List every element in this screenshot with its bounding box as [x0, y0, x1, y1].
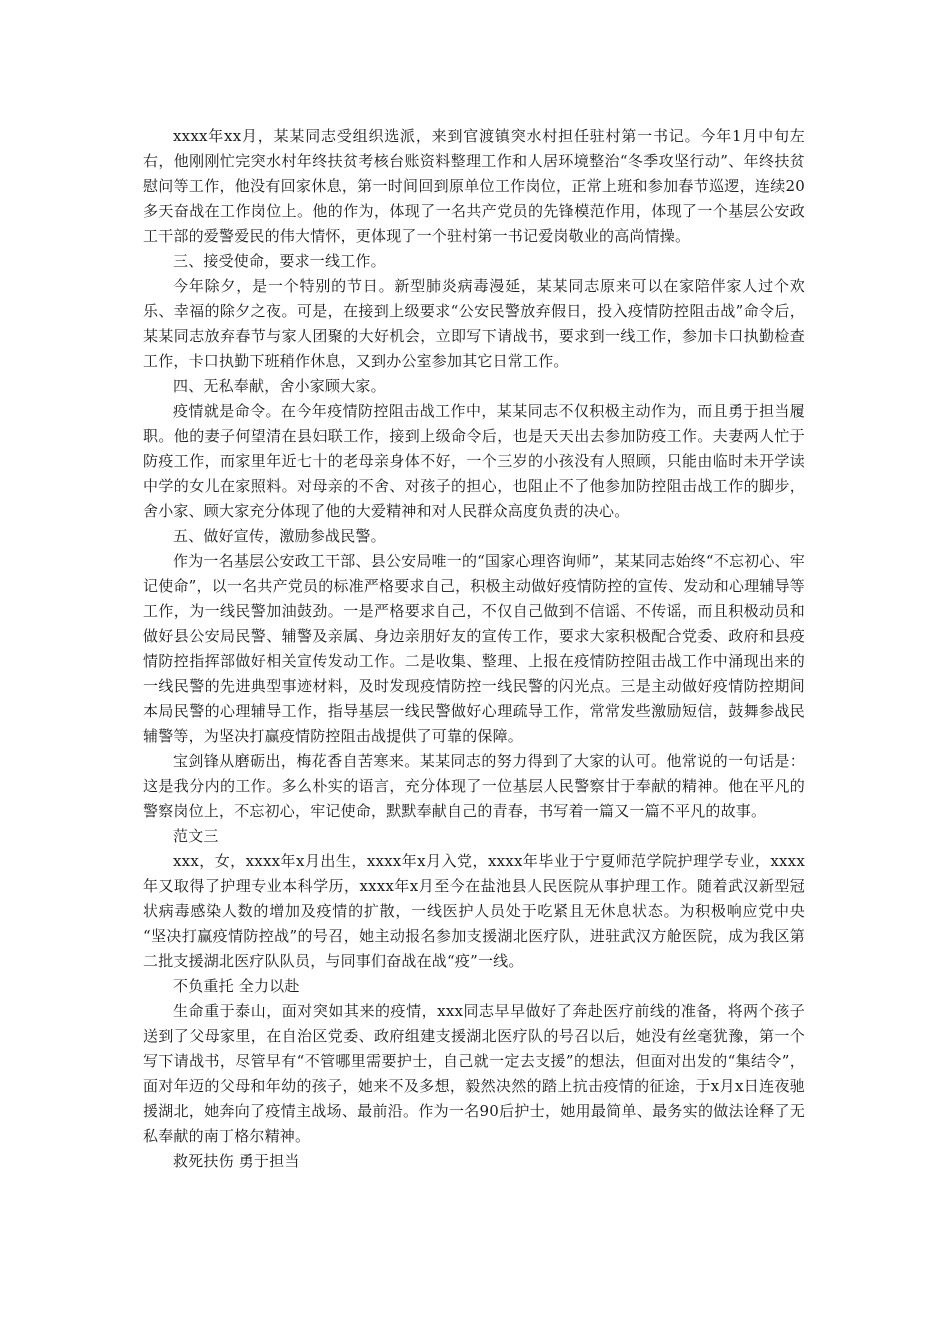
sample-title-3: 范文三: [173, 827, 219, 845]
section-heading-4: 四、无私奉献，舍小家顾大家。: [173, 377, 386, 395]
paragraph-mission: 生命重于泰山，面对突如其来的疫情，xxx同志早早做好了奔赴医疗前线的准备，将两个孩子送到了父母家里，在自治区党委、政府组建支援湖北医疗队的号召以后，她没有丝毫犹豫，第一个写下请战书，尽管早有“不管哪里需要护士，自己就一定去支援”的想法，但面对出发的“集结令”， 面对年迈的父母和年幼的孩子，她来不及多想，毅然决然的踏上抗击疫情的征途，于x月x日连夜驰援湖北，她奔向了疫情主战场、最前沿。作为一名90后护士，她用最简单、最务实的做法诠释了无私奉献的南丁格尔精神。: [143, 1002, 805, 1145]
document-page: [143, 124, 805, 1174]
paragraph-intro: xxxx年xx月，某某同志受组织选派，来到官渡镇突水村担任驻村第一书记。今年1月中旬左右，他刚刚忙完突水村年终扶贫考核台账资料整理工作和人居环境整治“冬季攻坚行动”、年终扶贫慰问等工作，他没有回家休息，第一时间回到原单位工作岗位，正常上班和参加春节巡逻，连续20多天奋战在工作岗位上。他的作为，体现了一名共产党员的先锋模范作用，体现了一个基层公安政工干部的爱警爱民的伟大情怀，更体现了一个驻村第一书记爱岗敬业的高尚情操。: [143, 127, 805, 245]
subheading-mission: 不负重托 全力以赴: [173, 977, 300, 995]
paragraph-section-3: 今年除夕，是一个特别的节日。新型肺炎病毒漫延，某某同志原来可以在家陪伴家人过个欢乐、幸福的除夕之夜。可是，在接到上级要求“公安民警放弃假日，投入疫情防控阻击战”命令后，某某同志放弃春节与家人团聚的大好机会，立即写下请战书，要求到一线工作，参加卡口执勤检查工作，卡口执勤下班稍作休息，又到办公室参加其它日常工作。: [143, 277, 805, 370]
paragraph-section-4: 疫情就是命令。在今年疫情防控阻击战工作中，某某同志不仅积极主动作为，而且勇于担当履职。他的妻子何望清在县妇联工作，接到上级命令后，也是天天出去参加防疫工作。夫妻两人忙于防疫工作，而家里年近七十的老母亲身体不好，一个三岁的小孩没有人照顾，只能由临时未开学读中学的女儿在家照料。对母亲的不舍、对孩子的担心，也阻止不了他参加防控阻击战工作的脚步，舍小家、顾大家充分体现了他的大爱精神和对人民群众高度负责的决心。: [143, 402, 805, 520]
paragraph-sample-3-intro: xxx，女，xxxx年x月出生，xxxx年x月入党，xxxx年毕业于宁夏师范学院护理学专业，xxxx年又取得了护理专业本科学历，xxxx年x月至今在盐池县人民医院从事护理工作。随着武汉新型冠状病毒感染人数的增加及疫情的扩散，一线医护人员处于吃紧且无休息状态。为积极响应党中央 “坚决打赢疫情防控战”的号召，她主动报名参加支援湖北医疗队，进驻武汉方舱医院，成为我区第二批支援湖北医疗队队员，与同事们奋战在战“疫”一线。: [143, 852, 805, 970]
subheading-rescue: 救死扶伤 勇于担当: [173, 1152, 300, 1170]
paragraph-conclusion: 宝剑锋从磨砺出，梅花香自苦寒来。某某同志的努力得到了大家的认可。他常说的一句话是：这是我分内的工作。多么朴实的语言，充分体现了一位基层人民警察甘于奉献的精神。他在平凡的警察岗位上，不忘初心，牢记使命，默默奉献自己的青春，书写着一篇又一篇不平凡的故事。: [143, 752, 805, 820]
section-heading-5: 五、做好宣传，激励参战民警。: [173, 527, 386, 545]
section-heading-3: 三、接受使命，要求一线工作。: [173, 252, 386, 270]
paragraph-section-5: 作为一名基层公安政工干部、县公安局唯一的“国家心理咨询师”，某某同志始终“不忘初心、牢记使命”，以一名共产党员的标准严格要求自己，积极主动做好疫情防控的宣传、发动和心理辅导等工作，为一线民警加油鼓劲。一是严格要求自己，不仅自己做到不信谣、不传谣，而且积极动员和做好县公安局民警、辅警及亲属、身边亲朋好友的宣传工作，要求大家积极配合党委、政府和县疫情防控指挥部做好相关宣传发动工作。二是收集、整理、上报在疫情防控阻击战工作中涌现出来的一线民警的先进典型事迹材料，及时发现疫情防控一线民警的闪光点。三是主动做好疫情防控期间本局民警的心理辅导工作，指导基层一线民警做好心理疏导工作，常常发些激励短信，鼓舞参战民辅警等，为坚决打赢疫情防控阻击战提供了可靠的保障。: [143, 552, 805, 745]
